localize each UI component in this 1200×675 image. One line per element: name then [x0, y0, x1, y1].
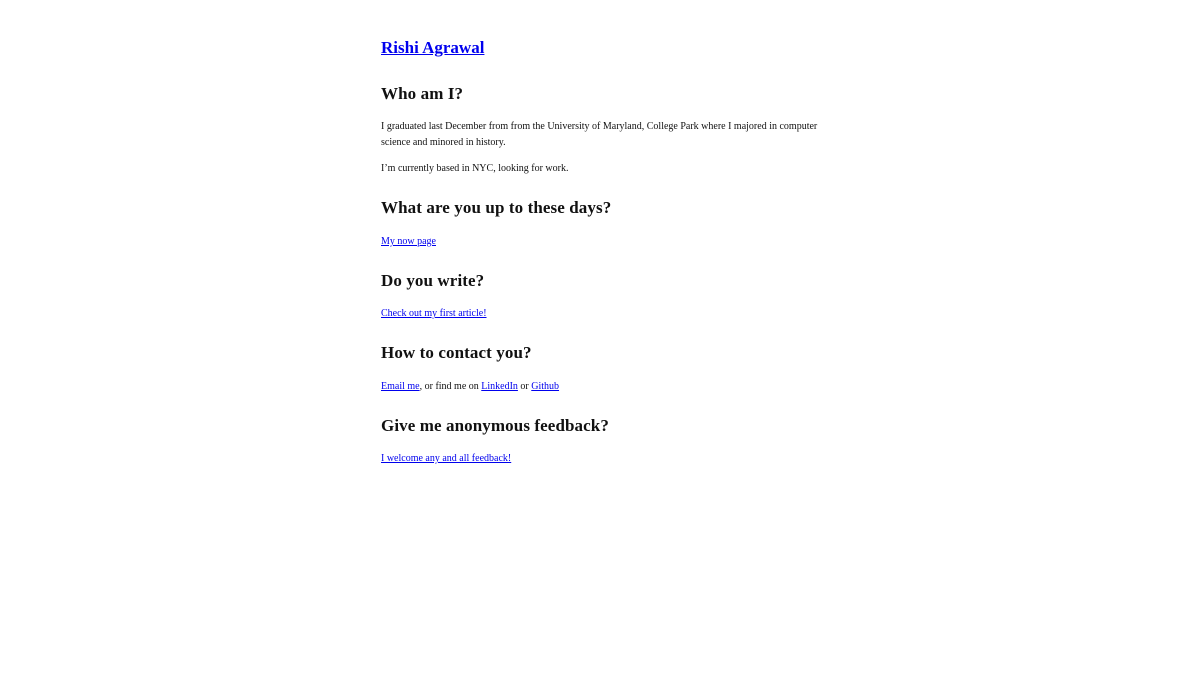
writing-paragraph: [381, 306, 487, 322]
first-article-link[interactable]: Check out my first article!: [381, 308, 487, 319]
contact-paragraph: [381, 379, 559, 395]
contact-text-middle: , or find me on: [419, 381, 482, 392]
heading-how-to-contact: How to contact you?: [381, 343, 532, 362]
heading-do-you-write: Do you write?: [381, 271, 485, 290]
email-link[interactable]: Email me: [381, 381, 420, 392]
github-link[interactable]: Github: [531, 381, 560, 392]
linkedin-link[interactable]: LinkedIn: [481, 381, 518, 392]
feedback-paragraph: [381, 451, 511, 467]
about-paragraph-education: I graduated last December from from the University of Maryland, College Park where I majored in computer science and minored in history.: [381, 121, 818, 148]
site-title-link[interactable]: Rishi Agrawal: [381, 38, 485, 57]
heading-what-are-you-up-to: What are you up to these days?: [381, 198, 612, 217]
feedback-link[interactable]: I welcome any and all feedback!: [381, 453, 512, 464]
now-page-link[interactable]: My now page: [381, 236, 436, 247]
heading-anonymous-feedback: Give me anonymous feedback?: [381, 416, 609, 435]
now-paragraph: [381, 234, 436, 250]
contact-text-or: or: [517, 381, 532, 392]
site-title: [381, 38, 484, 58]
heading-who-am-i: Who am I?: [381, 84, 464, 103]
about-paragraph-location: I’m currently based in NYC, looking for work.: [381, 163, 569, 174]
